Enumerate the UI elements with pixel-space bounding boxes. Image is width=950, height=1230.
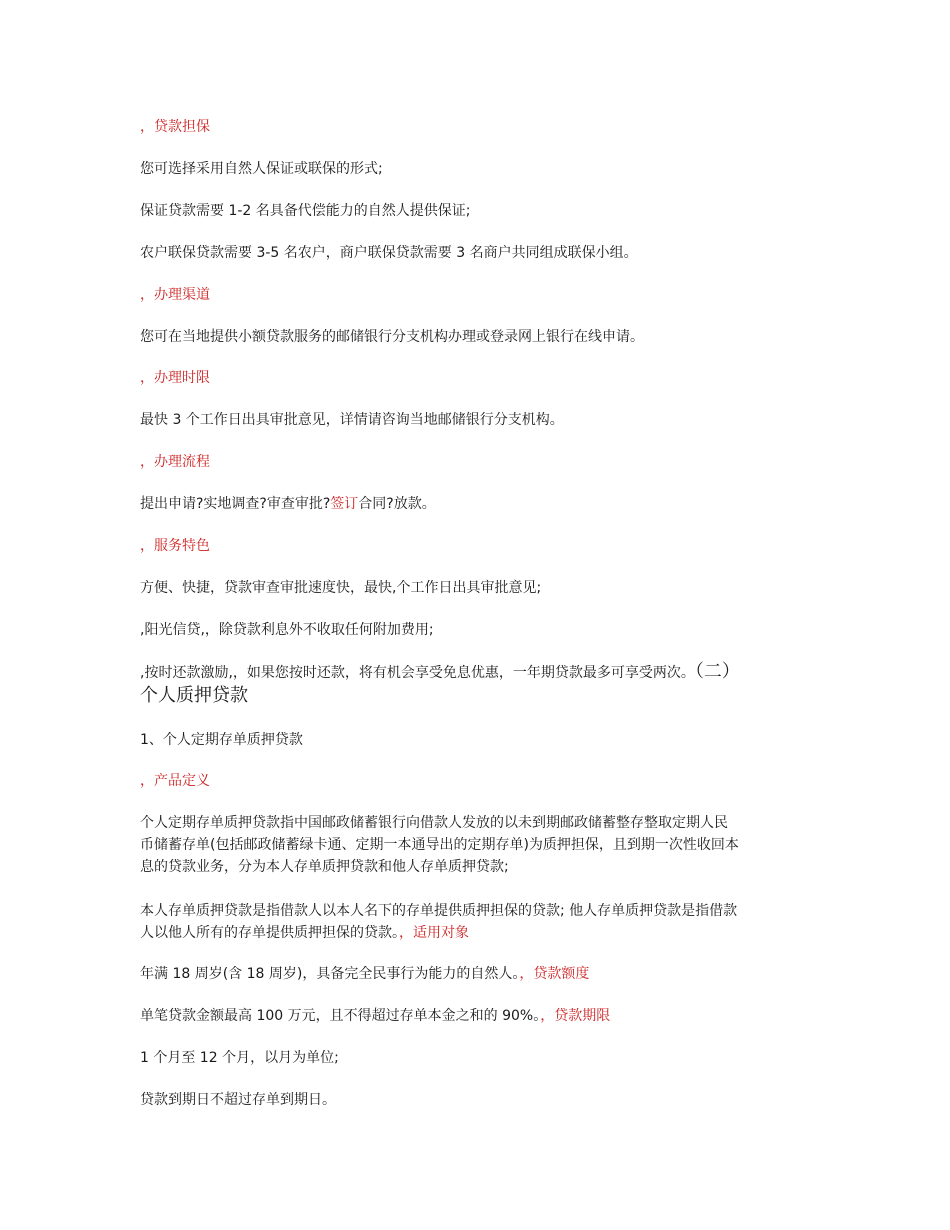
paragraph-process [140, 493, 820, 515]
heading-features: ，服务特色 [140, 538, 210, 554]
heading-time-limit: ，办理时限 [140, 370, 210, 386]
section-title-pledge-loan: 个人质押贷款 [140, 685, 248, 706]
paragraph-joint-guarantee: 农户联保贷款需要 3-5 名农户，商户联保贷款需要 3 名商户共同组成联保小组。 [140, 245, 638, 261]
age-requirement-text: 年满 18 周岁(含 18 周岁)，具备完全民事行为能力的自然人。 [140, 966, 520, 982]
paragraph-channel: 您可在当地提供小额贷款服务的邮储银行分支机构办理或登录网上银行在线申请。 [140, 329, 644, 345]
heading-channel: ，办理渠道 [140, 287, 210, 303]
paragraph-definition-line-3: 息的贷款业务，分为本人存单质押贷款和他人存单质押贷款; [140, 859, 509, 875]
paragraph-feature-fast: 方便、快捷，贷款审查审批速度快，最快,个工作日出具审批意见; [140, 580, 542, 596]
item-time-deposit-pledge: 1、个人定期存单质押贷款 [140, 732, 303, 748]
paragraph-time-limit: 最快 3 个工作日出具审批意见，详情请咨询当地邮储银行分支机构。 [140, 412, 564, 428]
paragraph-self-pledge-line-2 [140, 922, 820, 944]
process-sign-highlight: 签订 [330, 496, 359, 512]
paragraph-feature-incentive [140, 661, 820, 684]
paragraph-age-requirement [140, 963, 820, 985]
paragraph-self-pledge-line-1: 本人存单质押贷款是指借款人以本人名下的存单提供质押担保的贷款; 他人存单质押贷款是指借款 [140, 903, 738, 919]
process-steps: 提出申请?实地调查?审查审批? [140, 496, 331, 512]
paragraph-definition-line-1: 个人定期存单质押贷款指中国邮政储蓄银行向借款人发放的以未到期邮政储蓄整存整取定期人民 [140, 815, 728, 831]
paragraph-term-due-date: 贷款到期日不超过存单到期日。 [140, 1092, 336, 1108]
paragraph-guarantee-person: 保证贷款需要 1-2 名具备代偿能力的自然人提供保证; [140, 203, 471, 219]
section-number-two: （二） [694, 661, 740, 682]
paragraph-term-range: 1 个月至 12 个月，以月为单位; [140, 1050, 339, 1066]
paragraph-loan-amount [140, 1005, 820, 1027]
heading-process: ，办理流程 [140, 454, 210, 470]
self-pledge-text: 人以他人所有的存单提供质押担保的贷款。 [140, 925, 399, 941]
process-steps-end: 合同?放款。 [358, 496, 436, 512]
feature-incentive-text: ,按时还款激励,，如果您按时还款，将有机会享受免息优惠，一年期贷款最多可享受两次。 [140, 665, 695, 681]
heading-loan-guarantee: ，贷款担保 [140, 119, 210, 135]
paragraph-definition-line-2: 币储蓄存单(包括邮政储蓄绿卡通、定期一本通导出的定期存单)为质押担保，且到期一次性收回本 [140, 837, 739, 853]
loan-amount-text: 单笔贷款金额最高 100 万元，且不得超过存单本金之和的 90%。 [140, 1008, 541, 1024]
heading-loan-amount: ，贷款额度 [519, 966, 590, 982]
heading-loan-term: ，贷款期限 [540, 1008, 611, 1024]
paragraph-feature-transparent: ,阳光信贷,，除贷款利息外不收取任何附加费用; [140, 622, 434, 638]
heading-applicable-target: ，适用对象 [399, 925, 469, 941]
paragraph-guarantee-form: 您可选择采用自然人保证或联保的形式; [140, 161, 383, 177]
heading-product-definition: ，产品定义 [140, 773, 210, 789]
